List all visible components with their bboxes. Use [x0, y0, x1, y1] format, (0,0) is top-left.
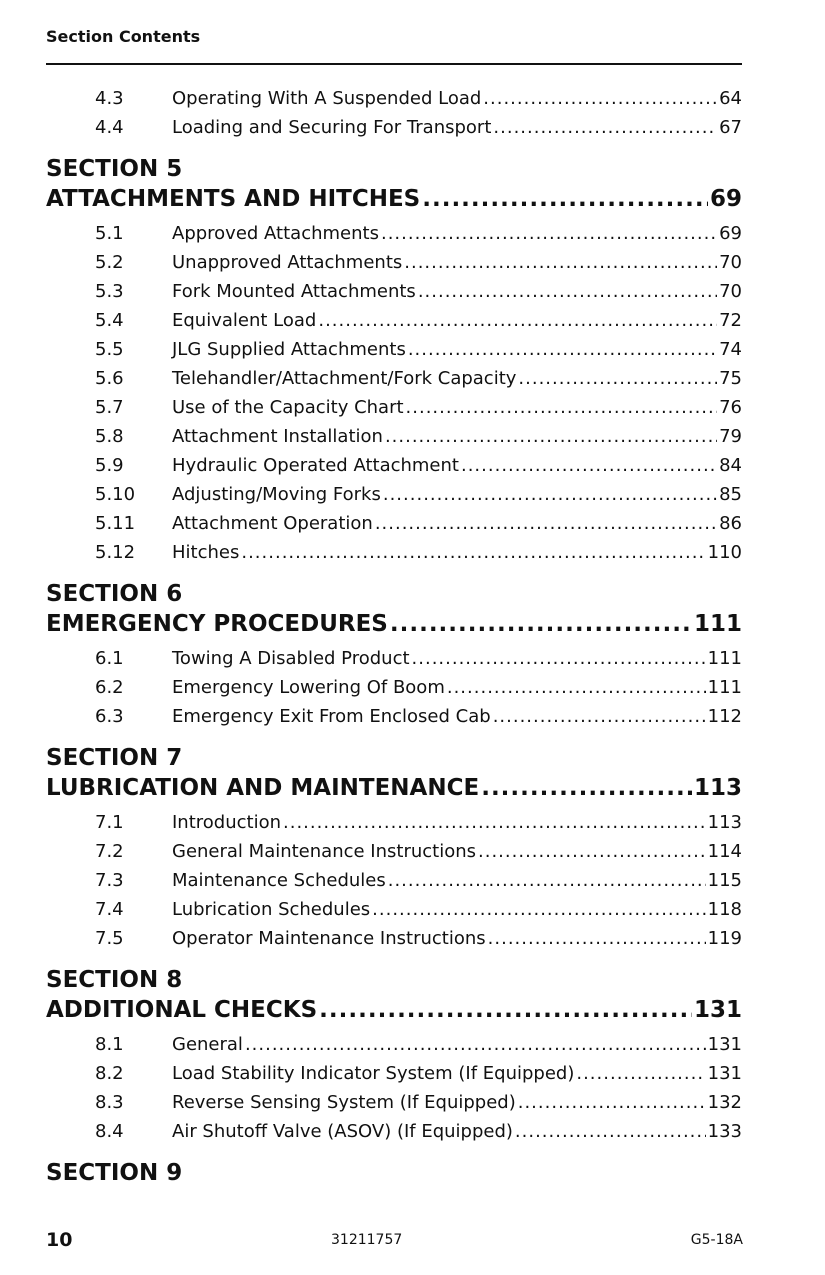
footer-document-number: 31211757 — [331, 1232, 403, 1248]
entry-number: 5.5 — [95, 339, 124, 360]
entry-page-number: 64 — [719, 88, 742, 109]
section-title: EMERGENCY PROCEDURES — [46, 611, 388, 637]
entry-number: 5.3 — [95, 281, 124, 302]
entry-title: General Maintenance Instructions — [172, 841, 477, 862]
entry-title: Maintenance Schedules — [172, 870, 386, 891]
toc-entry[interactable] — [46, 1088, 742, 1117]
dot-leader — [390, 609, 692, 639]
entry-line — [172, 1088, 742, 1117]
toc-entry[interactable] — [46, 895, 742, 924]
dot-leader — [483, 88, 717, 109]
entry-line — [172, 277, 742, 306]
entry-number: 5.12 — [95, 542, 136, 563]
entry-title: Air Shutoff Valve (ASOV) (If Equipped) — [172, 1121, 513, 1142]
section-title-line[interactable] — [46, 609, 742, 639]
entry-title: Emergency Exit From Enclosed Cab — [172, 706, 491, 727]
entry-number: 5.7 — [95, 397, 124, 418]
entry-line — [172, 113, 742, 142]
dot-leader — [404, 252, 717, 273]
entry-title: Lubrication Schedules — [172, 899, 371, 920]
section-heading — [46, 966, 742, 1025]
entry-title: Emergency Lowering Of Boom — [172, 677, 445, 698]
dot-leader — [518, 368, 717, 389]
footer-model-code: G5-18A — [690, 1232, 743, 1248]
toc-entry[interactable] — [46, 808, 742, 837]
entry-line — [172, 335, 742, 364]
entry-page-number: 119 — [707, 928, 742, 949]
entry-page-number: 79 — [719, 426, 742, 447]
section-title-line[interactable] — [46, 184, 742, 214]
entry-number: 5.2 — [95, 252, 124, 273]
toc-entry[interactable] — [46, 306, 742, 335]
entry-page-number: 118 — [707, 899, 742, 920]
toc-entry[interactable] — [46, 248, 742, 277]
entry-number: 6.3 — [95, 706, 124, 727]
entry-number: 5.9 — [95, 455, 124, 476]
section-page-number: 131 — [693, 997, 742, 1023]
dot-leader — [408, 339, 717, 360]
entry-title: Approved Attachments — [172, 223, 379, 244]
entry-title: Telehandler/Attachment/Fork Capacity — [172, 368, 517, 389]
toc-entry[interactable] — [46, 451, 742, 480]
toc-entry[interactable] — [46, 1117, 742, 1146]
entry-line — [172, 644, 742, 673]
toc-entry[interactable] — [46, 393, 742, 422]
entry-line — [172, 393, 742, 422]
entry-title: Unapproved Attachments — [172, 252, 403, 273]
section-title: ATTACHMENTS AND HITCHES — [46, 186, 421, 212]
toc-entry[interactable] — [46, 1059, 742, 1088]
dot-leader — [241, 542, 705, 563]
entry-line — [172, 451, 742, 480]
dot-leader — [493, 117, 717, 138]
entry-page-number: 84 — [719, 455, 742, 476]
dot-leader — [385, 426, 717, 447]
dot-leader — [375, 513, 717, 534]
dot-leader — [383, 484, 717, 505]
toc-entry[interactable] — [46, 335, 742, 364]
entry-line — [172, 866, 742, 895]
entry-number: 8.1 — [95, 1034, 124, 1055]
section-label: SECTION 9 — [46, 1160, 183, 1186]
entry-page-number: 85 — [719, 484, 742, 505]
entry-page-number: 115 — [707, 870, 742, 891]
dot-leader — [518, 1092, 706, 1113]
entry-line — [172, 364, 742, 393]
entry-line — [172, 895, 742, 924]
entry-page-number: 70 — [719, 281, 742, 302]
toc-entry[interactable] — [46, 673, 742, 702]
entry-page-number: 69 — [719, 223, 742, 244]
entry-number: 8.3 — [95, 1092, 124, 1113]
entry-number: 4.3 — [95, 88, 124, 109]
toc-entry[interactable] — [46, 702, 742, 731]
entry-title: Reverse Sensing System (If Equipped) — [172, 1092, 516, 1113]
entry-title: Load Stability Indicator System (If Equipped) — [172, 1063, 575, 1084]
dot-leader — [576, 1063, 705, 1084]
dot-leader — [418, 281, 717, 302]
entry-number: 5.11 — [95, 513, 136, 534]
entry-title: General — [172, 1034, 243, 1055]
footer-page-number: 10 — [46, 1229, 73, 1251]
entry-page-number: 111 — [707, 648, 742, 669]
dot-leader — [406, 397, 718, 418]
section-heading — [46, 744, 742, 803]
dot-leader — [388, 870, 706, 891]
toc-entry[interactable] — [46, 509, 742, 538]
dot-leader — [319, 995, 692, 1025]
dot-leader — [515, 1121, 706, 1142]
dot-leader — [412, 648, 706, 669]
entry-line — [172, 1030, 742, 1059]
section-title-line[interactable] — [46, 995, 742, 1025]
dot-leader — [318, 310, 717, 331]
section-page-number: 69 — [709, 186, 742, 212]
entry-title: Hitches — [172, 542, 240, 563]
entry-number: 6.2 — [95, 677, 124, 698]
entry-line — [172, 837, 742, 866]
toc-entry[interactable] — [46, 1030, 742, 1059]
section-heading — [46, 1159, 742, 1188]
entry-page-number: 113 — [707, 812, 742, 833]
entry-title: Loading and Securing For Transport — [172, 117, 492, 138]
entry-number: 7.4 — [95, 899, 124, 920]
entry-page-number: 111 — [707, 677, 742, 698]
entry-number: 4.4 — [95, 117, 124, 138]
table-of-contents — [46, 84, 742, 1188]
entry-title: Equivalent Load — [172, 310, 317, 331]
entry-page-number: 67 — [719, 117, 742, 138]
entry-page-number: 112 — [707, 706, 742, 727]
entry-number: 8.4 — [95, 1121, 124, 1142]
entry-line — [172, 924, 742, 953]
toc-entry[interactable] — [46, 538, 742, 567]
entry-page-number: 70 — [719, 252, 742, 273]
section-page-number: 113 — [693, 775, 742, 801]
section-label: SECTION 7 — [46, 745, 183, 771]
entry-page-number: 74 — [719, 339, 742, 360]
entry-title: Use of the Capacity Chart — [172, 397, 404, 418]
section-heading — [46, 580, 742, 639]
toc-entry[interactable] — [46, 480, 742, 509]
section-label: SECTION 5 — [46, 156, 183, 182]
entry-number: 6.1 — [95, 648, 124, 669]
dot-leader — [372, 899, 705, 920]
section-title: ADDITIONAL CHECKS — [46, 997, 318, 1023]
entry-number: 5.4 — [95, 310, 124, 331]
entry-number: 7.1 — [95, 812, 124, 833]
entry-title: Fork Mounted Attachments — [172, 281, 416, 302]
toc-entry[interactable] — [46, 277, 742, 306]
entry-page-number: 72 — [719, 310, 742, 331]
entry-number: 5.6 — [95, 368, 124, 389]
entry-page-number: 110 — [707, 542, 742, 563]
entry-number: 5.1 — [95, 223, 124, 244]
section-page-number: 111 — [693, 611, 742, 637]
header-divider — [46, 63, 742, 65]
entry-title: Attachment Operation — [172, 513, 373, 534]
toc-entry[interactable] — [46, 924, 742, 953]
entry-page-number: 114 — [707, 841, 742, 862]
section-title-line[interactable] — [46, 773, 742, 803]
toc-entry[interactable] — [46, 219, 742, 248]
entry-line — [172, 248, 742, 277]
entry-line — [172, 306, 742, 335]
toc-entry[interactable] — [46, 113, 742, 142]
dot-leader — [461, 455, 717, 476]
entry-title: Hydraulic Operated Attachment — [172, 455, 459, 476]
entry-page-number: 86 — [719, 513, 742, 534]
entry-line — [172, 702, 742, 731]
dot-leader — [283, 812, 706, 833]
entry-line — [172, 480, 742, 509]
toc-entry[interactable] — [46, 84, 742, 113]
entry-number: 5.8 — [95, 426, 124, 447]
toc-entry[interactable] — [46, 422, 742, 451]
toc-entry[interactable] — [46, 644, 742, 673]
entry-page-number: 131 — [707, 1034, 742, 1055]
dot-leader — [493, 706, 706, 727]
section-title: LUBRICATION AND MAINTENANCE — [46, 775, 480, 801]
toc-entry[interactable] — [46, 364, 742, 393]
dot-leader — [381, 223, 717, 244]
page-header-title: Section Contents — [46, 27, 201, 46]
dot-leader — [422, 184, 708, 214]
entry-page-number: 75 — [719, 368, 742, 389]
entry-line — [172, 1059, 742, 1088]
entry-title: Attachment Installation — [172, 426, 383, 447]
entry-title: Operator Maintenance Instructions — [172, 928, 486, 949]
entry-title: JLG Supplied Attachments — [172, 339, 406, 360]
dot-leader — [488, 928, 706, 949]
entry-number: 8.2 — [95, 1063, 124, 1084]
entry-line — [172, 808, 742, 837]
section-label: SECTION 6 — [46, 581, 183, 607]
dot-leader — [447, 677, 706, 698]
entry-title: Introduction — [172, 812, 282, 833]
section-label: SECTION 8 — [46, 967, 183, 993]
entry-line — [172, 422, 742, 451]
entry-page-number: 133 — [707, 1121, 742, 1142]
entry-line — [172, 673, 742, 702]
entry-number: 5.10 — [95, 484, 136, 505]
entry-title: Adjusting/Moving Forks — [172, 484, 381, 505]
dot-leader — [245, 1034, 706, 1055]
entry-line — [172, 509, 742, 538]
entry-number: 7.5 — [95, 928, 124, 949]
entry-title: Operating With A Suspended Load — [172, 88, 482, 109]
entry-page-number: 131 — [707, 1063, 742, 1084]
section-heading — [46, 155, 742, 214]
entry-line — [172, 84, 742, 113]
entry-title: Towing A Disabled Product — [172, 648, 410, 669]
toc-entry[interactable] — [46, 837, 742, 866]
entry-line — [172, 538, 742, 567]
toc-entry[interactable] — [46, 866, 742, 895]
entry-number: 7.3 — [95, 870, 124, 891]
dot-leader — [478, 841, 706, 862]
entry-page-number: 132 — [707, 1092, 742, 1113]
entry-line — [172, 219, 742, 248]
entry-page-number: 76 — [719, 397, 742, 418]
dot-leader — [481, 773, 692, 803]
entry-line — [172, 1117, 742, 1146]
entry-number: 7.2 — [95, 841, 124, 862]
